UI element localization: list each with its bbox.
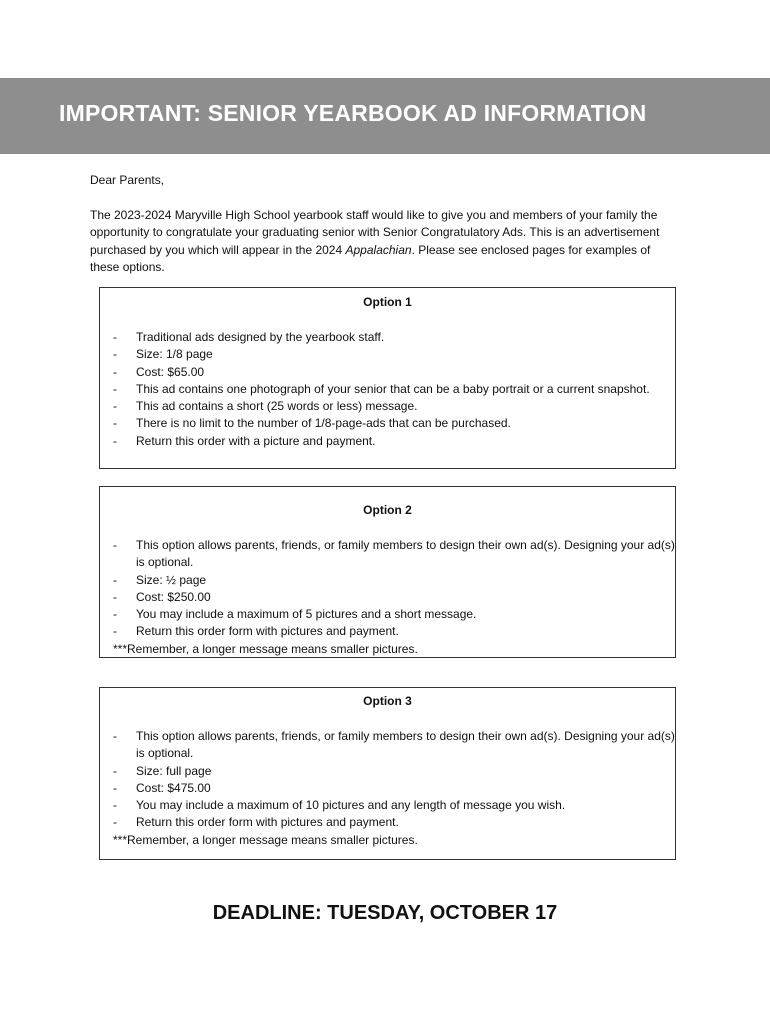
list-item	[113, 537, 679, 572]
bullet-dash: -	[113, 416, 117, 431]
option-2-note: ***Remember, a longer message means smaller pictures.	[113, 641, 418, 656]
option-3-note: ***Remember, a longer message means smaller pictures.	[113, 832, 418, 847]
bullet-dash: -	[113, 780, 117, 795]
list-item-text: This ad contains one photograph of your senior that can be a baby portrait or a current snapshot.	[136, 381, 650, 396]
option-1-list	[113, 329, 679, 450]
list-item-text: Return this order form with pictures and payment.	[136, 624, 399, 639]
list-item	[113, 398, 679, 415]
bullet-dash: -	[113, 589, 117, 604]
list-item-text: Size: full page	[136, 763, 212, 778]
deadline-heading: DEADLINE: TUESDAY, OCTOBER 17	[212, 902, 558, 924]
list-item-text: This option allows parents, friends, or family members to design their own ad(s). Designing your ad(s) is optional.	[136, 729, 675, 761]
bullet-dash: -	[113, 815, 117, 830]
list-item-text: This ad contains a short (25 words or less) message.	[136, 399, 418, 414]
list-item	[113, 763, 679, 780]
list-item	[113, 589, 679, 606]
bullet-dash: -	[113, 763, 117, 778]
bullet-dash: -	[113, 364, 117, 379]
list-item-text: Cost: $250.00	[136, 589, 211, 604]
option-1-title: Option 1	[363, 295, 412, 309]
bullet-dash: -	[113, 399, 117, 414]
option-3-title: Option 3	[363, 694, 412, 708]
list-item	[113, 433, 679, 450]
list-item-text: Size: 1/8 page	[136, 347, 213, 362]
bullet-dash: -	[113, 347, 117, 362]
option-2-title: Option 2	[363, 503, 412, 517]
option-3-box	[99, 687, 676, 860]
intro-text-start: The 2023-2024 Maryville High School yearbook staff would like to give you and members of your family the opportunity to congratulate your graduating senior with Senior Congratulatory Ads. This is an advertisement purchased by you which will appear in the 2024	[90, 208, 660, 257]
bullet-dash: -	[113, 624, 117, 639]
bullet-dash: -	[113, 572, 117, 587]
bullet-dash: -	[113, 433, 117, 448]
option-2-list	[113, 537, 679, 658]
bullet-dash: -	[113, 381, 117, 396]
list-item	[113, 329, 679, 346]
list-item-text: Traditional ads designed by the yearbook staff.	[136, 330, 385, 344]
list-item	[113, 572, 679, 589]
option-3-list	[113, 728, 679, 849]
option-2-box	[99, 486, 676, 658]
intro-text-end: . Please see enclosed pages for examples of these options.	[90, 242, 651, 275]
list-item	[113, 415, 679, 432]
letter-greeting: Dear Parents,	[90, 173, 165, 187]
list-item	[113, 346, 679, 363]
list-item-text: There is no limit to the number of 1/8-page-ads that can be purchased.	[136, 416, 511, 431]
list-item	[113, 814, 679, 831]
option-1-box	[99, 287, 676, 469]
list-item-text: This option allows parents, friends, or family members to design their own ad(s). Designing your ad(s) is optional.	[136, 538, 675, 570]
list-item-text: You may include a maximum of 5 pictures and a short message.	[136, 607, 477, 622]
list-item-text: You may include a maximum of 10 pictures and any length of message you wish.	[136, 798, 566, 813]
list-item	[113, 606, 679, 623]
bullet-dash: -	[113, 798, 117, 813]
list-item	[113, 364, 679, 381]
list-item	[113, 797, 679, 814]
letter-intro	[90, 207, 682, 277]
bullet-dash: -	[113, 607, 117, 622]
list-item-text: Cost: $475.00	[136, 780, 211, 795]
bullet-dash: -	[113, 729, 117, 743]
page-title: IMPORTANT: SENIOR YEARBOOK AD INFORMATION	[59, 100, 647, 126]
bullet-dash: -	[113, 538, 117, 552]
list-item	[113, 623, 679, 640]
list-item	[113, 728, 679, 763]
list-item	[113, 780, 679, 797]
list-item-text: Return this order with a picture and payment.	[136, 433, 376, 448]
list-item-text: Size: ½ page	[136, 572, 207, 587]
bullet-dash: -	[113, 330, 117, 344]
list-item-text: Return this order form with pictures and payment.	[136, 815, 399, 830]
list-item-text: Cost: $65.00	[136, 364, 205, 379]
list-item	[113, 381, 679, 398]
yearbook-name: Appalachian	[345, 242, 412, 257]
